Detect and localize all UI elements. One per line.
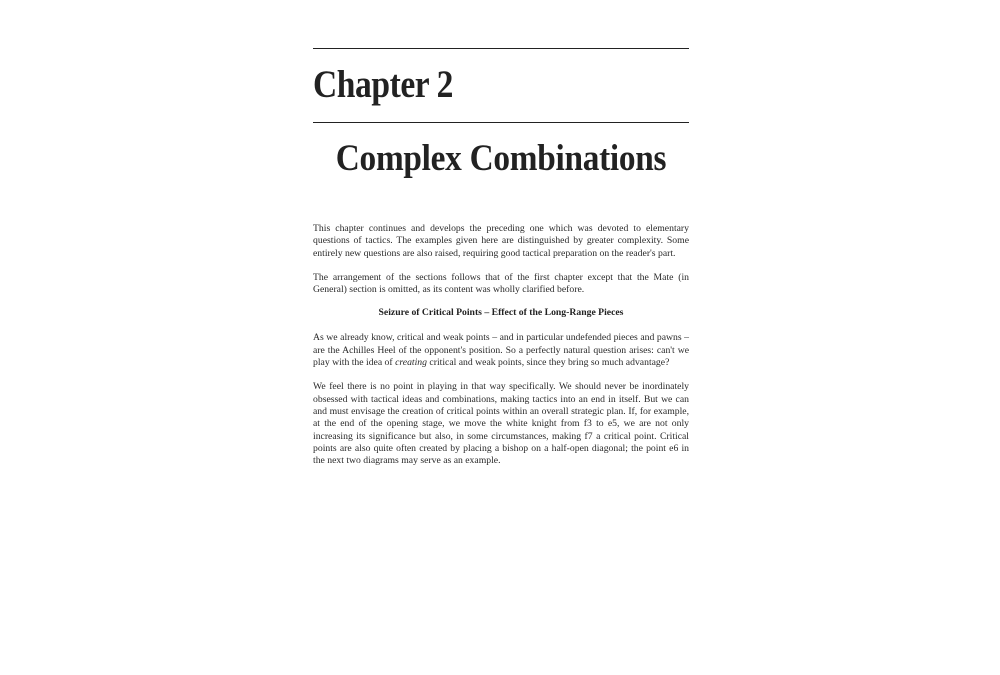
intro-paragraph-2: The arrangement of the sections follows that of the first chapter except that the Mate (in General) section is omitted, as its content was wholly clarified before. <box>313 271 689 296</box>
chapter-label: Chapter 2 <box>313 63 453 106</box>
paragraph-text: critical and weak points, since they bring so much advantage? <box>427 357 670 369</box>
section-paragraph-2: We feel there is no point in playing in that way specifically. We should never be inordinately obsessed with tactical ideas and combinations, making tactics into an end in itself. But we can and must envisage the creation of critical points within an overall strategic plan. If, for example, at the end of the opening stage, we move the white knight from f3 to e5, we are not only increasing its significance but also, in some circumstances, making f7 a critical point. Critical points are also quite often created by placing a bishop on a half-open diagonal; the point e6 in the next two diagrams may serve as an example. <box>313 381 689 467</box>
top-rule <box>313 48 689 49</box>
chapter-title: Complex Combinations <box>335 138 667 179</box>
section-heading: Seizure of Critical Points – Effect of the Long-Range Pieces <box>378 307 624 319</box>
section-paragraph-1 <box>313 332 689 369</box>
chapter-rule <box>313 122 689 123</box>
intro-paragraph-1: This chapter continues and develops the preceding one which was devoted to elementary questions of tactics. The examples given here are distinguished by greater complexity. Some entirely new questions are also raised, requiring good tactical preparation on the reader's part. <box>313 223 689 259</box>
emphasized-word: creating <box>395 357 427 369</box>
book-page <box>313 48 689 467</box>
paragraph-text: As we already know, critical and weak points – and in particular undefended pieces and pawns – are the Achilles Heel of the opponent's position. So a perfectly natural question arises: can't we play with the idea of <box>313 332 689 369</box>
